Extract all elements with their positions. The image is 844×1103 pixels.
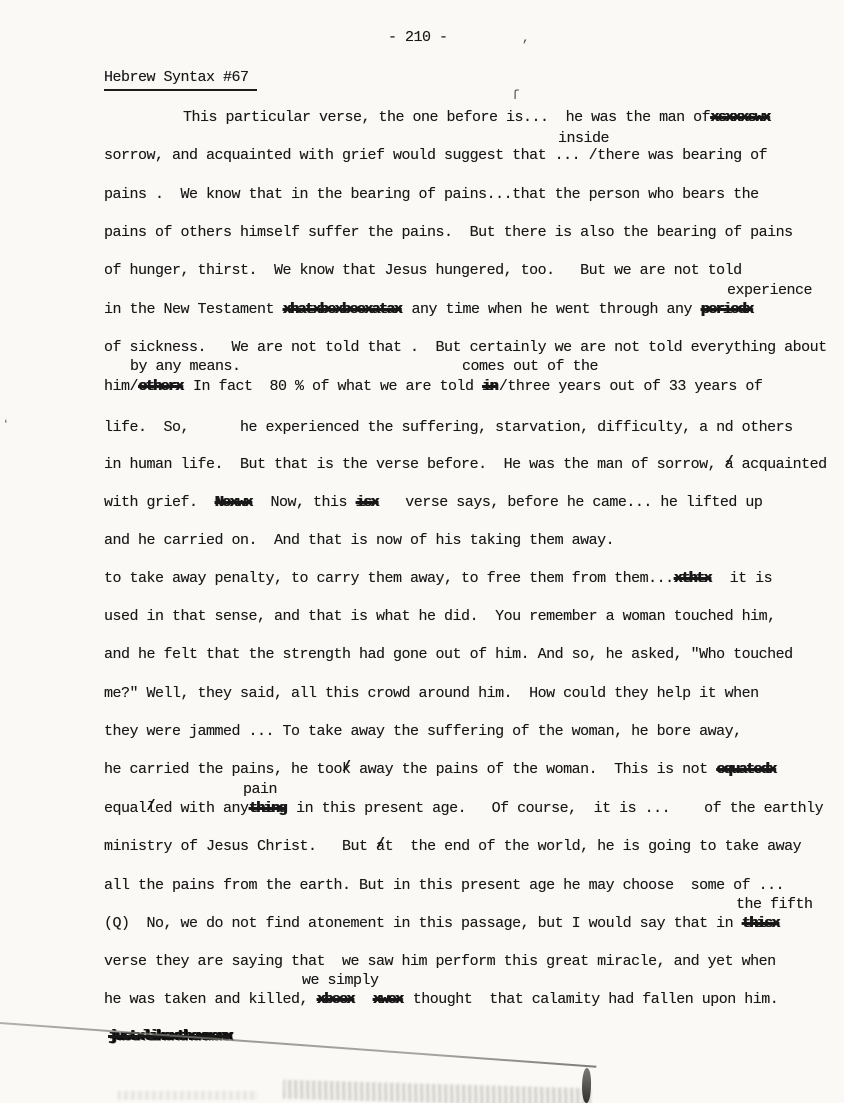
text-segment: away the pains of the woman. This is not <box>350 761 717 778</box>
body-line <box>104 300 754 320</box>
text-segment: sorrow, and acquainted with grief would suggest that ... /there was bearing of <box>104 147 768 164</box>
strikeout-text: justxlikexthexmenx <box>108 1028 231 1045</box>
artifact-mark: ſ <box>512 88 520 103</box>
body-line <box>104 876 784 896</box>
body-line <box>104 338 827 358</box>
text-segment: all the pains from the earth. But in this present age he may choose some of ... <box>104 877 785 894</box>
strikeout-text: xbeex <box>316 991 354 1008</box>
strikeout-text: equatedx <box>716 761 776 778</box>
text-segment: me?" Well, they said, all this crowd around him. How could they help it when <box>104 685 759 702</box>
strikeout-text: Noxwx <box>214 494 252 511</box>
strikeout-text: xthtx <box>673 570 711 587</box>
strikeout-text: isx <box>355 494 378 511</box>
body-line <box>104 684 759 704</box>
text-segment: life. So, he experienced the suffering, starvation, difficulty, a nd others <box>104 419 793 436</box>
text-segment: the fifth <box>736 896 813 913</box>
text-segment: pains . We know that in the bearing of pains...that the person who bears the <box>104 186 759 203</box>
body-line <box>104 261 742 281</box>
body-line <box>104 418 793 438</box>
body-line <box>104 455 827 475</box>
text-segment: pain <box>243 781 278 798</box>
text-segment: of sickness. We are not told that . But certainly we are not told everything about <box>104 339 827 356</box>
text-segment: and he carried on. And that is now of his taking them away. <box>104 532 615 549</box>
photocopy-shadow <box>283 1080 591 1103</box>
body-line <box>104 914 781 934</box>
insert-line <box>302 971 379 991</box>
text-segment: acquainted <box>733 456 827 473</box>
body-line <box>104 760 777 780</box>
body-line <box>104 607 776 627</box>
photocopy-shadow-left <box>118 1091 258 1100</box>
body-line <box>104 377 762 397</box>
strikeout-text: periodx <box>700 301 753 318</box>
text-segment: /three years out of 33 years of <box>498 378 763 395</box>
insert-line <box>462 357 598 377</box>
body-line <box>104 569 772 589</box>
text-segment: t the end of the world, he is going to take away <box>384 838 802 855</box>
section-heading: Hebrew Syntax #67 <box>104 68 257 91</box>
text-segment: and he felt that the strength had gone out of him. And so, he asked, "Who touched <box>104 646 793 663</box>
text-segment: we simply <box>302 972 379 989</box>
page-number: - 210 - <box>388 29 448 46</box>
text-segment: of hunger, thirst. We know that Jesus hungered, too. But we are not told <box>104 262 742 279</box>
text-segment <box>356 991 373 1008</box>
text-segment: Now, this <box>253 494 356 511</box>
text-segment: (Q) No, we do not find atonement in this passage, but I would say that in <box>104 915 742 932</box>
strikeout-text: in <box>482 378 497 395</box>
text-segment: equal <box>104 800 147 817</box>
text-segment: with grief. <box>104 494 215 511</box>
text-segment: to take away penalty, to carry them away, to free them from them... <box>104 570 674 587</box>
text-segment: comes out of the <box>462 358 599 375</box>
body-line <box>183 108 771 128</box>
slashed-char: l / <box>147 799 156 819</box>
text-segment: any time when he went through any <box>402 301 701 318</box>
body-line <box>104 722 742 742</box>
body-line <box>104 146 767 166</box>
text-segment: he carried the pains, he too <box>104 761 343 778</box>
body-line <box>104 493 762 513</box>
insert-line <box>727 281 812 301</box>
strikeout-text: thing <box>248 800 286 817</box>
artifact-mark: ʻ <box>2 418 10 433</box>
text-segment: This particular verse, the one before is... he was the man of <box>183 109 711 126</box>
strikeout-text: thisx <box>741 915 779 932</box>
strikeout-text: xhatxbexbeexatax <box>282 301 401 318</box>
body-line <box>104 645 793 665</box>
strikeout-text: otherx <box>138 378 183 395</box>
body-line <box>104 837 801 857</box>
body-line <box>104 531 614 551</box>
text-segment: inside <box>558 130 610 147</box>
photocopy-diagonal <box>0 1022 596 1067</box>
text-segment: in the New Testament <box>104 301 283 318</box>
text-segment: in human life. But that is the verse before. He was the man of sorrow, <box>104 456 725 473</box>
text-segment: ministry of Jesus Christ. But <box>104 838 377 855</box>
text-segment: ed with any <box>155 800 249 817</box>
insert-line <box>736 895 813 915</box>
insert-line <box>130 357 241 377</box>
text-segment: in this present age. Of course, it is ... of the earthly <box>287 800 824 817</box>
text-segment: In fact 80 % of what we are told <box>184 378 482 395</box>
text-segment: pains of others himself suffer the pains. But there is also the bearing of pains <box>104 224 793 241</box>
body-line <box>104 185 759 205</box>
slashed-char: a / <box>725 455 734 475</box>
body-line <box>104 799 823 819</box>
artifact-mark: ’ <box>521 38 529 53</box>
text-segment: they were jammed ... To take away the suffering of the woman, he bore away, <box>104 723 742 740</box>
text-segment: thought that calamity had fallen upon him. <box>404 991 779 1008</box>
slashed-char: k / <box>342 760 351 780</box>
text-segment: experience <box>727 282 813 299</box>
body-line <box>104 990 778 1010</box>
text-segment: by any means. <box>130 358 241 375</box>
text-segment: it is <box>712 570 773 587</box>
slashed-char: a / <box>376 837 385 857</box>
strikeout-text: xsxxxswx <box>710 109 770 126</box>
insert-line <box>243 780 277 800</box>
text-segment: he was taken and killed, <box>104 991 317 1008</box>
text-segment: him/ <box>104 378 139 395</box>
strikeout-text: xwex <box>372 991 403 1008</box>
body-line <box>104 223 793 243</box>
text-segment: verse says, before he came... he lifted up <box>379 494 763 511</box>
text-segment: verse they are saying that we saw him perform this great miracle, and yet when <box>104 953 776 970</box>
body-line <box>104 952 776 972</box>
text-segment: used in that sense, and that is what he did. You remember a woman touched him, <box>104 608 776 625</box>
